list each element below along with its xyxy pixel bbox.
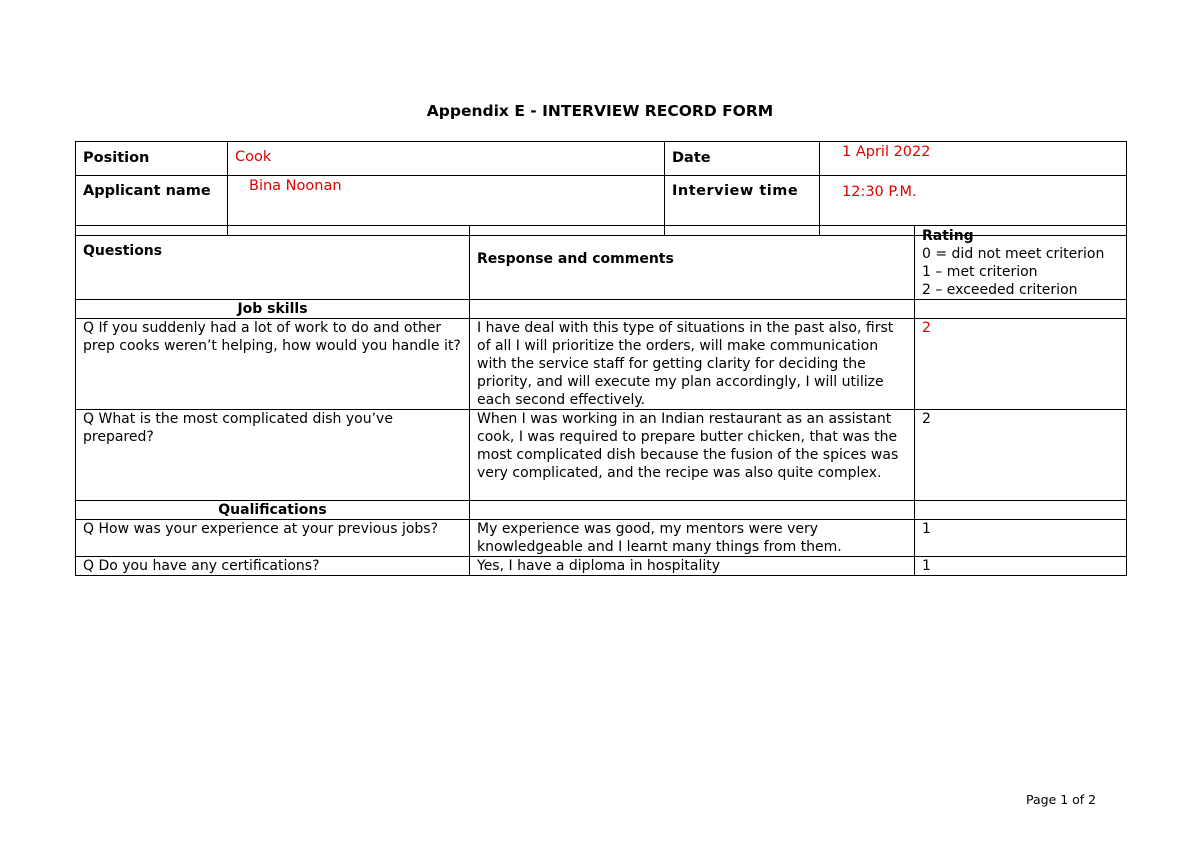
section-row	[76, 501, 1127, 520]
applicant-info-table	[75, 141, 1127, 236]
table-row	[76, 557, 1127, 576]
rating-scale-1: 1 – met criterion	[922, 264, 1038, 280]
date-value[interactable]: 1 April 2022	[820, 142, 1127, 176]
rating-header	[915, 226, 1127, 300]
response-header: Response and comments	[470, 226, 915, 300]
rating-cell[interactable]: 2	[915, 410, 1127, 501]
header-row	[76, 226, 1127, 300]
section-row	[76, 300, 1127, 319]
applicant-name-label: Applicant name	[76, 176, 228, 236]
interview-time-label: Interview time	[665, 176, 820, 236]
response-cell[interactable]: When I was working in an Indian restaurant as an assistant cook, I was required to prepare butter chicken, that was the most complicated dish because the fusion of the spices was very complicated, and the recipe was also quite complex.	[470, 410, 915, 501]
section-title-qualifications: Qualifications	[76, 501, 470, 520]
question-cell: Q Do you have any certifications?	[76, 557, 470, 576]
response-cell[interactable]: Yes, I have a diploma in hospitality	[470, 557, 915, 576]
position-label: Position	[76, 142, 228, 176]
position-value[interactable]: Cook	[228, 142, 665, 176]
response-cell[interactable]: I have deal with this type of situations in the past also, first of all I will prioritize the orders, will make communication with the service staff for getting clarity for deciding the priority, and will execute my plan accordingly, I will utilize each second effectively.	[470, 319, 915, 410]
rating-scale-2: 2 – exceeded criterion	[922, 282, 1078, 298]
questions-table	[75, 225, 1127, 576]
question-cell: Q If you suddenly had a lot of work to do and other prep cooks weren’t helping, how would you handle it?	[76, 319, 470, 410]
date-label: Date	[665, 142, 820, 176]
rating-scale-0: 0 = did not meet criterion	[922, 246, 1105, 262]
rating-title: Rating	[922, 228, 974, 244]
interview-time-value[interactable]: 12:30 P.M.	[820, 176, 1127, 236]
rating-cell[interactable]: 2	[915, 319, 1127, 410]
question-cell: Q How was your experience at your previous jobs?	[76, 520, 470, 557]
applicant-name-value[interactable]: Bina Noonan	[228, 176, 665, 236]
page-number: Page 1 of 2	[1026, 792, 1097, 807]
form-title: Appendix E - INTERVIEW RECORD FORM	[426, 102, 774, 120]
rating-cell[interactable]: 1	[915, 557, 1127, 576]
section-title-job-skills: Job skills	[76, 300, 470, 319]
rating-cell[interactable]: 1	[915, 520, 1127, 557]
table-row	[76, 520, 1127, 557]
questions-header: Questions	[76, 226, 470, 300]
question-cell: Q What is the most complicated dish you’ve prepared?	[76, 410, 470, 501]
table-row	[76, 319, 1127, 410]
table-row	[76, 410, 1127, 501]
response-cell[interactable]: My experience was good, my mentors were very knowledgeable and I learnt many things from them.	[470, 520, 915, 557]
